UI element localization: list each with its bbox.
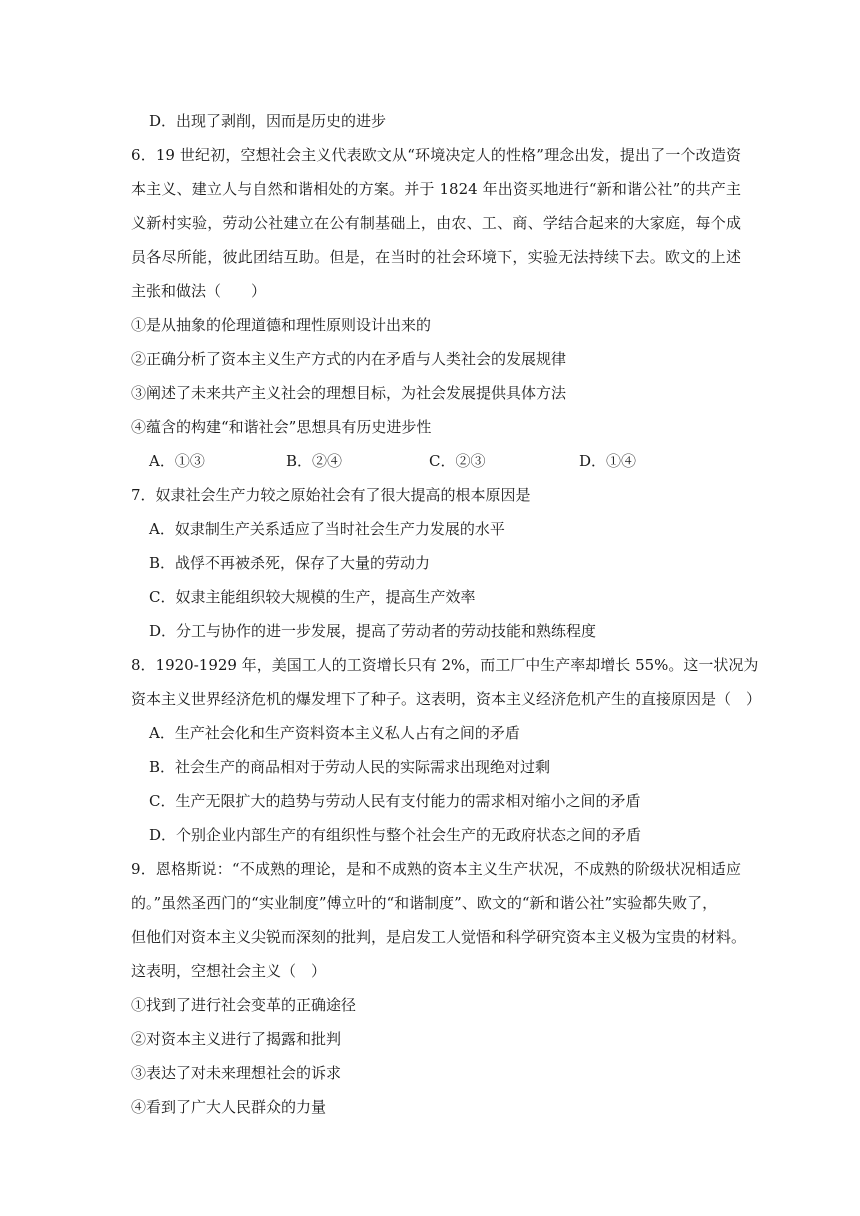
q8-option-a: A．生产社会化和生产资料资本主义私人占有之间的矛盾 [149, 724, 520, 742]
q6-statement-2: ②正确分析了资本主义生产方式的内在矛盾与人类社会的发展规律 [131, 350, 567, 368]
q9-stem-line-2: 的。”虽然圣西门的“实业制度”傅立叶的“和谐制度”、欧文的“新和谐公社”实验都失败了， [131, 894, 718, 912]
q9-stem-line-4: 这表明，空想社会主义（ ） [131, 962, 327, 980]
q6-statement-4: ④蕴含的构建“和谐社会”思想具有历史进步性 [131, 418, 432, 436]
q8-stem-line-2: 资本主义世界经济危机的爆发埋下了种子。这表明，资本主义经济危机产生的直接原因是（ ） [131, 690, 762, 708]
q5-option-d: D．出现了剥削，因而是历史的进步 [149, 112, 387, 130]
q8-option-b: B．社会生产的商品相对于劳动人民的实际需求出现绝对过剩 [149, 758, 551, 776]
q9-statement-1: ①找到了进行社会变革的正确途径 [131, 996, 357, 1014]
q7-option-d: D．分工与协作的进一步发展，提高了劳动者的劳动技能和熟练程度 [149, 622, 597, 640]
q6-statement-3: ③阐述了未来共产主义社会的理想目标，为社会发展提供具体方法 [131, 384, 567, 402]
q7-option-c: C．奴隶主能组织较大规模的生产，提高生产效率 [149, 588, 476, 606]
q7-option-b: B．战俘不再被杀死，保存了大量的劳动力 [149, 554, 431, 572]
q6-stem-line-5: 主张和做法（ ） [131, 282, 267, 300]
q6-option-a: A．①③ [149, 452, 205, 470]
q6-option-d: D．①④ [579, 452, 637, 470]
q6-option-b: B．②④ [286, 452, 343, 470]
q9-statement-3: ③表达了对未来理想社会的诉求 [131, 1064, 342, 1082]
q8-option-d: D．个别企业内部生产的有组织性与整个社会生产的无政府状态之间的矛盾 [149, 826, 642, 844]
q6-stem-line-2: 本主义、建立人与自然和谐相处的方案。并于 1824 年出资买地进行“新和谐公社”的共产主 [131, 180, 741, 198]
q8-option-c: C．生产无限扩大的趋势与劳动人民有支付能力的需求相对缩小之间的矛盾 [149, 792, 641, 810]
q6-stem-line-1: 6．19 世纪初，空想社会主义代表欧文从“环境决定人的性格”理念出发，提出了一个改造资 [131, 146, 741, 164]
q7-option-a: A．奴隶制生产关系适应了当时社会生产力发展的水平 [149, 520, 505, 538]
q6-statement-1: ①是从抽象的伦理道德和理性原则设计出来的 [131, 316, 432, 334]
q7-stem: 7．奴隶社会生产力较之原始社会有了很大提高的根本原因是 [131, 486, 531, 504]
q6-options [149, 451, 709, 471]
q9-statement-2: ②对资本主义进行了揭露和批判 [131, 1030, 342, 1048]
q9-stem-line-3: 但他们对资本主义尖锐而深刻的批判，是启发工人觉悟和科学研究资本主义极为宝贵的材料。 [131, 928, 747, 946]
q6-option-c: C．②③ [429, 452, 486, 470]
q6-stem-line-4: 员各尽所能，彼此团结互助。但是，在当时的社会环境下，实验无法持续下去。欧文的上述 [131, 248, 741, 266]
q9-statement-4: ④看到了广大人民群众的力量 [131, 1098, 327, 1116]
q8-stem-line-1: 8．1920-1929 年，美国工人的工资增长只有 2%，而工厂中生产率却增长 55%。这一状况为 [131, 656, 759, 674]
q6-stem-line-3: 义新村实验，劳动公社建立在公有制基础上，由农、工、商、学结合起来的大家庭，每个成 [131, 214, 741, 232]
q9-stem-line-1: 9．恩格斯说：“不成熟的理论，是和不成熟的资本主义生产状况，不成熟的阶级状况相适应 [131, 860, 741, 878]
